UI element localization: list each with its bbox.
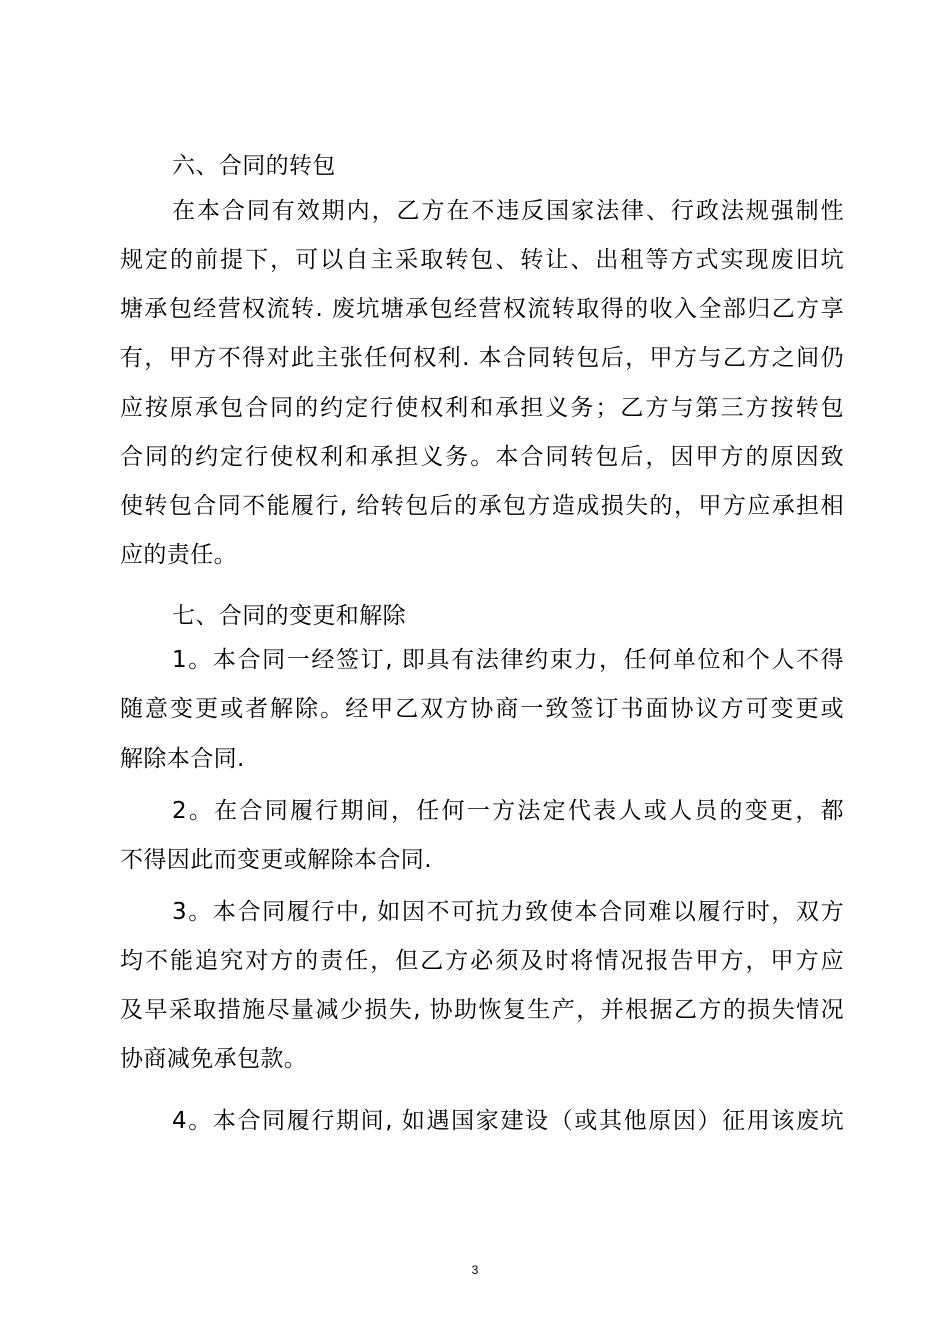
section-7-item-2-line-1: 2。在合同履行期间，任何一方法定代表人或人员的变更，都	[172, 798, 844, 824]
section-6-line-5: 应按原承包合同的约定行使权利和承担义务；乙方与第三方按转包	[120, 395, 844, 421]
section-7-item-1-line-3: 解除本合同.	[120, 746, 245, 772]
section-6-heading: 六、合同的转包	[172, 153, 336, 179]
section-6-line-3: 塘承包经营权流转. 废坑塘承包经营权流转取得的收入全部归乙方享	[120, 296, 844, 322]
section-6-line-1: 在本合同有效期内，乙方在不违反国家法律、行政法规强制性	[172, 198, 844, 224]
page-number: 3	[471, 1263, 479, 1277]
section-6-line-2: 规定的前提下，可以自主采取转包、转让、出租等方式实现废旧坑	[120, 247, 844, 273]
section-7-item-1-line-2: 随意变更或者解除。经甲乙双方协商一致签订书面协议方可变更或	[120, 696, 844, 722]
section-7-item-4-line-1: 4。本合同履行期间, 如遇国家建设（或其他原因）征用该废坑	[172, 1108, 844, 1134]
section-7-item-2-line-2: 不得因此而变更或解除本合同.	[120, 847, 432, 873]
section-7-heading: 七、合同的变更和解除	[172, 603, 406, 629]
section-6-line-6: 合同的约定行使权利和承担义务。本合同转包后，因甲方的原因致	[120, 444, 844, 470]
section-6-line-8: 应的责任。	[120, 542, 237, 568]
section-7-item-3-line-2: 均不能追究对方的责任，但乙方必须及时将情况报告甲方，甲方应	[120, 948, 844, 974]
section-7-item-1-line-1: 1。本合同一经签订, 即具有法律约束力，任何单位和个人不得	[172, 647, 844, 673]
section-6-line-7: 使转包合同不能履行, 给转包后的承包方造成损失的，甲方应承担相	[120, 493, 844, 519]
section-7-item-3-line-3: 及早采取措施尽量减少损失, 协助恢复生产，并根据乙方的损失情况	[120, 997, 844, 1023]
section-7-item-3-line-1: 3。本合同履行中, 如因不可抗力致使本合同难以履行时，双方	[172, 899, 844, 925]
section-6-line-4: 有，甲方不得对此主张任何权利. 本合同转包后，甲方与乙方之间仍	[120, 345, 844, 371]
section-7-item-3-line-4: 协商减免承包款。	[120, 1046, 308, 1072]
